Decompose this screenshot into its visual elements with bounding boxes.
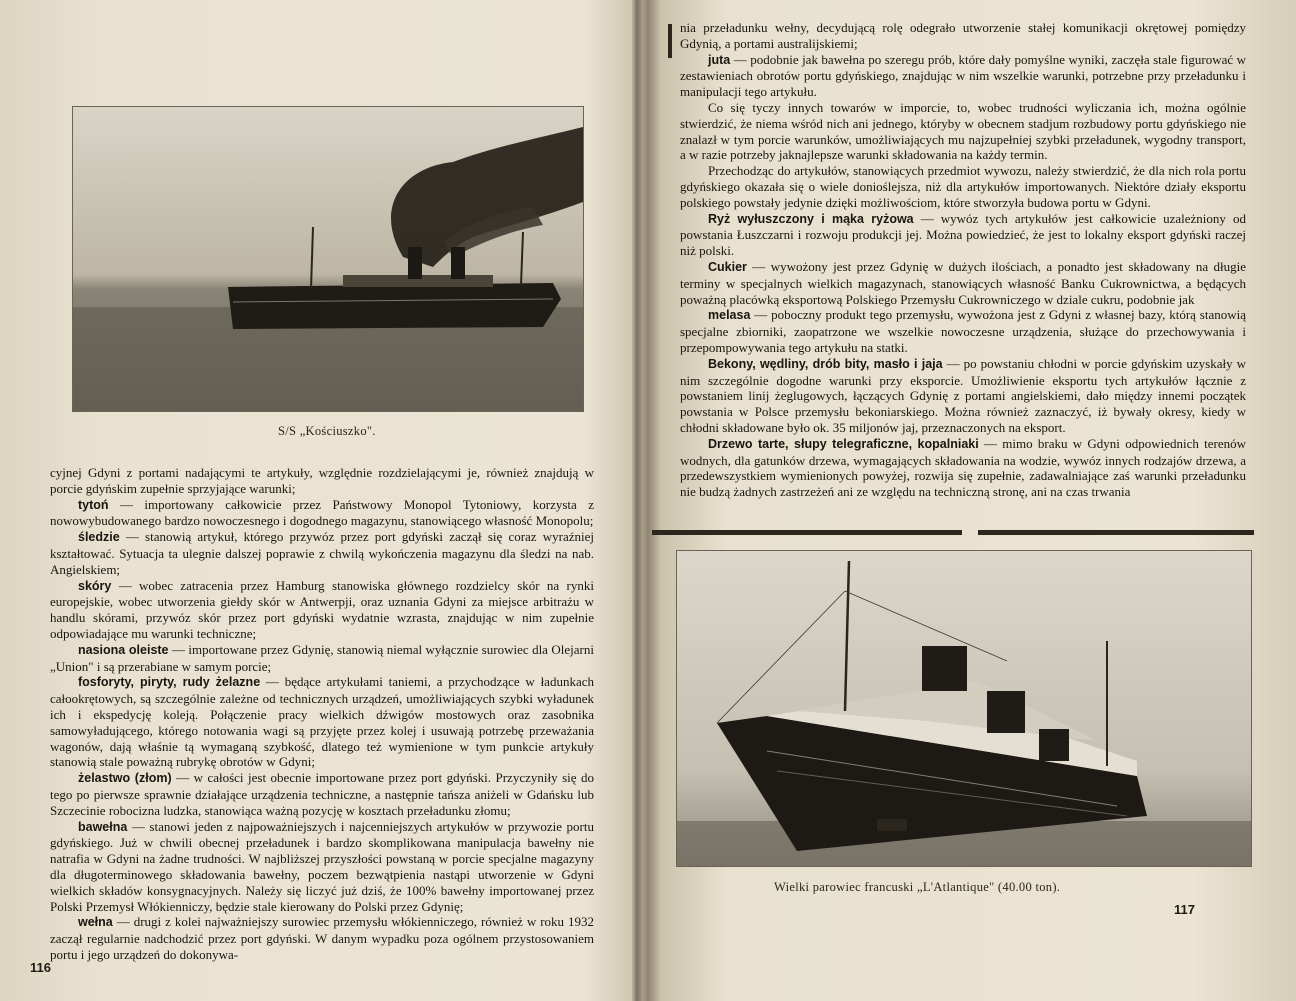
paragraph: [50, 914, 594, 962]
paragraph-text: Co się tyczy innych towarów w imporcie, to, wobec trudności wyliczania ich, można ogólnie stwierdzić, że niema wśród nich ani jednego, któryby w obecnem stadjum rozbudowy portu gdyńskiego nie znalazł w tym porcie warunków, umożliwiających mu najzupełniej szybki przeładunek, wygodny transport, a w razie potrzeby jaknajlepsze warunki składowania na każdy termin.: [680, 99, 1246, 163]
right-page: [642, 0, 1296, 1001]
paragraph-lead: żelastwo (złom): [78, 771, 172, 786]
paragraph: [50, 529, 594, 577]
paragraph-text: cyjnej Gdyni z portami nadającymi te artykuły, względnie rozdzielającymi je, również znajdują w porcie gdyńskim zupełnie sprzyjające warunki;: [50, 465, 594, 496]
paragraph-text: — mimo braku w Gdyni odpowiednich terenów wodnych, dla gatunków drzewa, wymagających składowania na wodzie, wywóz innych rodzajów drzewa, a przedewszystkiem wymienionych powyżej, rozwija się zupełnie, zadawalniające zaś warunki przeładunku nie budzą żadnych zastrzeżeń ani ze względu na techniczną stronę, ani na czas trwania: [680, 435, 1246, 500]
paragraph-text: — importowany całkowicie przez Państwowy Monopol Tytoniowy, korzysta z nowowybudowanego bardzo nowoczesnego i dogodnego magazynu, stanowiącego własność Monopolu;: [50, 496, 594, 529]
paragraph-text: — będące artykułami taniemi, a przychodzące w ładunkach całookrętowych, są szczególnie zależne od technicznych urządzeń, umożliwiających szybki wyładunek ich i ekspedycję koleją. Połączenie pracy wielkich dźwigów mostowych oraz zasobnika samowyładującego, którego notowania wagi są przyjęte przez kolej i usuwają potrzebę przeważania wagonów, dają właśnie tą wymaganą szybkość, dlatego też wymienione w tym punkcie artykuły stanowią stale poważną rubrykę obrotów w Gdyni;: [50, 674, 594, 770]
paragraph: [50, 819, 594, 915]
paragraph-lead: fosforyty, piryty, rudy żelazne: [78, 675, 261, 690]
paragraph: [680, 436, 1246, 500]
paragraph-lead: bawełna: [78, 819, 128, 834]
paragraph-lead: juta: [708, 52, 731, 67]
paragraph-lead: nasiona oleiste: [78, 642, 169, 657]
paragraph-text: — wywóz tych artykułów jest całkowicie uzależniony od powstania Łuszczarni i rozwoju produkcji jej. Można powiedzieć, że jest to lokalny eksport gdyński raczej niż polski.: [680, 210, 1246, 259]
paragraph: [680, 163, 1246, 210]
left-page: [0, 0, 632, 1001]
paragraph-lead: wełna: [78, 915, 113, 930]
paragraph: [680, 20, 1246, 52]
paragraph: [680, 259, 1246, 307]
ocean-liner-photo: [676, 550, 1252, 867]
section-divider-right: [978, 530, 1254, 535]
paragraph-text: nia przeładunku wełny, decydującą rolę odegrało utworzenie stałej komunikacji okrętowej pomiędzy Gdynią, a portami australijskiemi;: [680, 20, 1246, 51]
paragraph: [680, 211, 1246, 259]
section-divider-left: [652, 530, 962, 535]
paragraph: [680, 52, 1246, 100]
paragraph: [680, 307, 1246, 355]
photo-caption: S/S „Kościuszko".: [278, 424, 376, 438]
paragraph: [50, 770, 594, 818]
ocean-liner-photo-icon: [677, 551, 1251, 866]
paragraph-lead: tytoń: [78, 497, 109, 512]
paragraph-text: — poboczny produkt tego przemysłu, wywożona jest z Gdyni z własnej bazy, którą stanowią specjalne zbiorniki, zaopatrzone we wszelkie nowoczesne urządzenia, służące do przechowywania i przepompowywania tego artykułu na statki.: [680, 307, 1246, 355]
paragraph-text: Przechodząc do artykułów, stanowiących przedmiot wywozu, należy stwierdzić, że dla nich rola portu gdyńskiego okazała się o wiele donioślejsza, niż dla artykułów importowanych. Niektóre działy eksportu polskiego powstały jedynie dzięki możliwościom, które stworzyła budowa portu w Gdyni.: [680, 163, 1246, 210]
left-page-body: [50, 465, 594, 963]
page-number: 116: [30, 960, 51, 975]
paragraph-text: — wywożony jest przez Gdynię w dużych ilościach, a ponadto jest składowany na długie terminy w specjalnych wielkich magazynach, stanowiących własność Banku Cukrownictwa, a będących poważną placówką eksportową Polskiego Przemysłu Cukrowniczego w dziale cukru, podobnie jak: [680, 258, 1246, 307]
paragraph-text: — stanowi jeden z najpoważniejszych i najcenniejszych artykułów w przywozie portu gdyńskiego. Już w chwili obecnej przeładunek i bardzo skomplikowana manipulacja bawełny nie natrafia w Gdyni na żadne trudności. W najbliższej przyszłości powstaną w porcie specjalne magazyny dla długoterminowego składowania bawełny, poczem bezwątpienia nastąpi utworzenie w Gdyni wielkich składów konsygnacyjnych. Należy się liczyć już dziś, że 100% bawełny importowanej przez Polski Przemysł Włókienniczy, będzie stale kierowany do Polski przez Gdynię;: [50, 818, 594, 914]
paragraph-text: — drugi z kolei najważniejszy surowiec przemysłu włókienniczego, również w roku 1932 zaczął regularnie nadchodzić przez port gdyński. W danym wypadku poza ogólnem przystosowaniem portu i jego urządzeń do dokonywa-: [50, 914, 594, 962]
paragraph-lead: Cukier: [708, 259, 747, 274]
paragraph: [50, 578, 594, 642]
paragraph-text: — w całości jest obecnie importowane przez port gdyński. Przyczyniły się do tego po pierwsze sprawnie działające urządzenia techniczne, a następnie tańsza aniżeli w Gdańsku lub Szczecinie robocizna ludzka, stanowiąca ważną pozycję w kosztach przeładunku złomu;: [50, 770, 594, 818]
paragraph-text: — wobec zatracenia przez Hamburg stanowiska głównego rozdzielcy skór na rynki europejskie, wobec utworzenia giełdy skór w Antwerpji, oraz uznania Gdyni za miejsce arbitrażu w handlu skórami, przywóz skór przez port gdyński wydatnie wzrasta, znajdując w nim zupełnie odpowiadające mu warunki techniczne;: [50, 577, 594, 641]
book-gutter: [632, 0, 642, 1001]
paragraph-text: — stanowią artykuł, którego przywóz przez port gdyński zaczął się coraz wyraźniej kształtować. Sytuacja ta ulegnie dalszej poprawie z chwilą wykończenia magazynu dla śledzi na nab. Angielskiem;: [50, 529, 594, 577]
right-page-body: [680, 20, 1246, 500]
paragraph-lead: śledzie: [78, 530, 120, 545]
paragraph: [50, 642, 594, 675]
page-number: 117: [1174, 902, 1195, 917]
photo-caption: Wielki parowiec francuski „L'Atlantique" (40.00 ton).: [774, 880, 1061, 894]
paragraph: [50, 674, 594, 770]
paragraph-lead: melasa: [708, 308, 751, 323]
steamship-photo: [72, 106, 584, 412]
paragraph-lead: Ryż wyłuszczony i mąka ryżowa: [708, 211, 914, 226]
paragraph-text: — podobnie jak bawełna po szeregu prób, które dały pomyślne wyniki, zaczęła stale figurować w zestawieniach obrotów portu gdyńskiego, znajdując w nim wszelkie warunki, potrzebne przy przeładunku i manipulacji tego artykułu.: [680, 51, 1246, 100]
paragraph-lead: Bekony, wędliny, drób bity, masło i jaja: [708, 356, 943, 371]
paragraph: [680, 356, 1246, 436]
steamship-photo-icon: [73, 107, 583, 411]
paragraph-lead: Drzewo tarte, słupy telegraficzne, kopalniaki: [708, 436, 979, 451]
paragraph: [680, 100, 1246, 163]
paragraph: [50, 465, 594, 497]
paragraph-text: — po powstaniu chłodni w porcie gdyńskim uzyskały w nim szczególnie dogodne warunki przy eksporcie. Umożliwienie eksportu tych artykułów łącznie z powstaniem linij żeglugowych, łączących Gdynię z portami angielskiemi, dało między innemi początek powstania w Polsce przemysłu bekoniarskiego. Można również zaznaczyć, iż bywały okresy, kiedy w chłodni składowane było ok. 35 miljonów jaj, przeznaczonych na eksport.: [680, 355, 1246, 435]
paragraph-text: — importowane przez Gdynię, stanowią niemal wyłącznie surowiec dla Olejarni „Union" i są przerabiane w samym porcie;: [50, 641, 594, 674]
paragraph: [50, 497, 594, 530]
paragraph-lead: skóry: [78, 578, 112, 593]
